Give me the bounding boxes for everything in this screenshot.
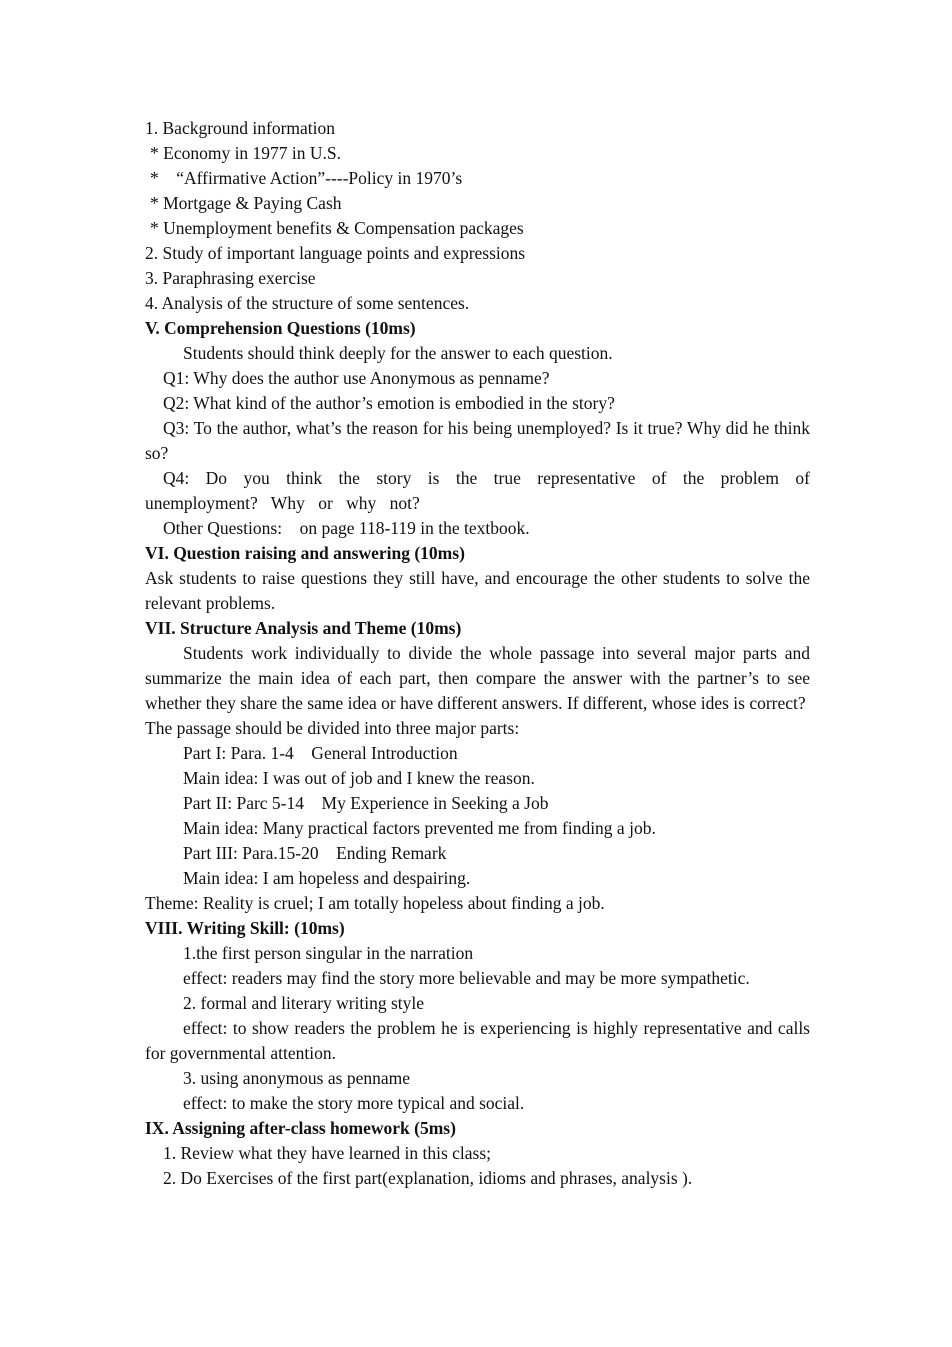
part-1: Part I: Para. 1-4 General Introduction bbox=[183, 743, 458, 763]
question-3: Q3: To the author, what’s the reason for his being unemployed? Is it true? Why did he think so? bbox=[145, 418, 810, 463]
other-questions: Other Questions: on page 118-119 in the textbook. bbox=[163, 518, 530, 538]
part-3-main-idea: Main idea: I am hopeless and despairing. bbox=[183, 868, 471, 888]
background-item-affirmative-action: * “Affirmative Action”----Policy in 1970’s bbox=[150, 168, 463, 188]
part-3: Part III: Para.15-20 Ending Remark bbox=[183, 843, 447, 863]
section-9-heading: IX. Assigning after-class homework (5ms) bbox=[145, 1118, 456, 1138]
skill-3-effect: effect: to make the story more typical and social. bbox=[183, 1093, 525, 1113]
section-7-division: The passage should be divided into three major parts: bbox=[145, 718, 520, 738]
theme: Theme: Reality is cruel; I am totally hopeless about finding a job. bbox=[145, 893, 605, 913]
background-item-mortgage: * Mortgage & Paying Cash bbox=[150, 193, 342, 213]
step-paraphrasing: 3. Paraphrasing exercise bbox=[145, 268, 316, 288]
skill-1-effect: effect: readers may find the story more believable and may be more sympathetic. bbox=[183, 968, 750, 988]
step-language-points: 2. Study of important language points and expressions bbox=[145, 243, 526, 263]
section-6-body: Ask students to raise questions they still have, and encourage the other students to solve the relevant problems. bbox=[145, 568, 810, 613]
part-1-main-idea: Main idea: I was out of job and I knew the reason. bbox=[183, 768, 535, 788]
skill-1: 1.the first person singular in the narration bbox=[183, 943, 474, 963]
skill-2: 2. formal and literary writing style bbox=[183, 993, 425, 1013]
homework-2: 2. Do Exercises of the first part(explanation, idioms and phrases, analysis ). bbox=[163, 1168, 693, 1188]
background-title: 1. Background information bbox=[145, 118, 336, 138]
question-2: Q2: What kind of the author’s emotion is embodied in the story? bbox=[163, 393, 615, 413]
section-7-body: Students work individually to divide the whole passage into several major parts and summarize the main idea of each part, then compare the answer with the partner’s to see whether they share the same idea or have different answers. If different, whose ides is correct? bbox=[145, 643, 810, 713]
part-2: Part II: Parc 5-14 My Experience in Seeking a Job bbox=[183, 793, 549, 813]
document-page bbox=[145, 116, 810, 1191]
section-6-heading: VI. Question raising and answering (10ms) bbox=[145, 543, 465, 563]
section-5-heading: V. Comprehension Questions (10ms) bbox=[145, 318, 416, 338]
skill-3: 3. using anonymous as penname bbox=[183, 1068, 410, 1088]
question-4: Q4: Do you think the story is the true representative of the problem of unemployment? Why or why not? bbox=[145, 468, 810, 513]
skill-2-effect: effect: to show readers the problem he is experiencing is highly representative and calls for governmental attention. bbox=[145, 1018, 810, 1063]
background-item-unemployment: * Unemployment benefits & Compensation packages bbox=[150, 218, 524, 238]
section-8-heading: VIII. Writing Skill: (10ms) bbox=[145, 918, 345, 938]
homework-1: 1. Review what they have learned in this class; bbox=[163, 1143, 492, 1163]
section-7-heading: VII. Structure Analysis and Theme (10ms) bbox=[145, 618, 462, 638]
part-2-main-idea: Main idea: Many practical factors prevented me from finding a job. bbox=[183, 818, 656, 838]
background-item-economy: * Economy in 1977 in U.S. bbox=[150, 143, 342, 163]
section-5-intro: Students should think deeply for the answer to each question. bbox=[183, 343, 613, 363]
question-1: Q1: Why does the author use Anonymous as penname? bbox=[163, 368, 550, 388]
step-sentence-analysis: 4. Analysis of the structure of some sentences. bbox=[145, 293, 470, 313]
